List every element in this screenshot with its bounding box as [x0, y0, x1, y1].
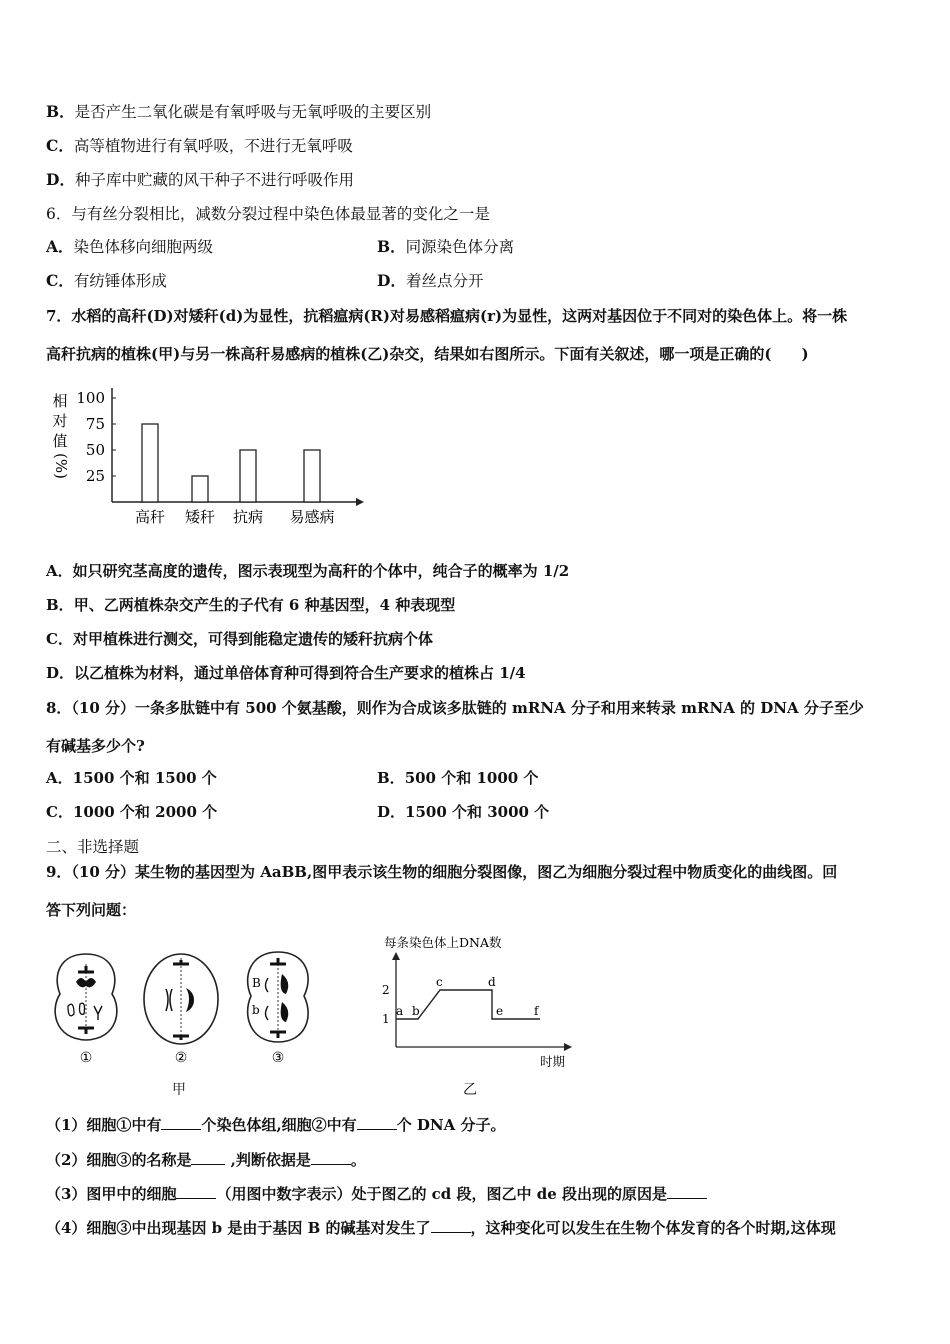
option-text: 1500 个和 1500 个: [72, 769, 217, 787]
y-tick-label: 100: [76, 389, 105, 407]
q7-option-a: [46, 561, 569, 581]
text: （4）细胞③中出现基因 b 是由于基因 B 的碱基对发生了: [46, 1219, 431, 1237]
q7-option-c: [46, 629, 433, 649]
section-heading: 二、非选择题: [46, 838, 140, 856]
ylabel-char: 相: [52, 392, 68, 410]
text: 个染色体组,细胞②中有: [201, 1116, 357, 1134]
x-tick-label: 易感病: [289, 508, 335, 526]
q6-option-b: [377, 237, 514, 257]
q9-stem-line1: 9．（10 分）某生物的基因型为 AaBB,图甲表示该生物的细胞分裂图像，图乙为细胞分裂过程中物质变化的曲线图。回: [46, 863, 838, 881]
option-letter: D．: [377, 271, 406, 290]
option-letter: A．: [46, 769, 73, 787]
bar-2: [240, 450, 256, 502]
ylabel-char: 对: [52, 412, 68, 430]
answer-blank[interactable]: [357, 1115, 397, 1130]
option-letter: C．: [46, 803, 73, 821]
x-axis-label: 时期: [540, 1054, 566, 1069]
option-letter: A．: [46, 237, 74, 256]
y-tick: 2: [382, 983, 390, 997]
option-text: 对甲植株进行测交，可得到能稳定遗传的矮秆抗病个体: [72, 630, 433, 648]
answer-blank[interactable]: [191, 1150, 225, 1165]
option-letter: B．: [377, 769, 405, 787]
option-text: 1000 个和 2000 个: [72, 803, 218, 821]
q7-stem-line2: 高秆抗病的植株(甲)与另一株高秆易感病的植株(乙)杂交，结果如右图所示。下面有关叙述，哪一项是正确的( ): [46, 345, 809, 363]
q9-sub-1: [46, 1115, 506, 1135]
option-text: 如只研究茎高度的遗传，图示表现型为高秆的个体中，纯合子的概率为 1/2: [72, 562, 570, 580]
cell-3: [248, 952, 308, 1042]
option-text: 1500 个和 3000 个: [405, 803, 550, 821]
text: （2）细胞③的名称是: [46, 1151, 192, 1169]
q5-option-d: [46, 170, 354, 190]
text: ，这种变化可以发生在生物个体发育的各个时期,这体现: [470, 1219, 836, 1237]
bar-1: [192, 476, 208, 502]
fig-yi-caption: 乙: [463, 1082, 477, 1098]
option-text: 着丝点分开: [405, 272, 484, 290]
option-text: 种子库中贮藏的风干种子不进行呼吸作用: [74, 171, 354, 189]
option-text: 同源染色体分离: [405, 238, 515, 256]
option-letter: D．: [46, 664, 75, 682]
option-letter: A．: [46, 562, 73, 580]
text: （1）细胞①中有: [46, 1116, 162, 1134]
cell-1: [55, 954, 117, 1040]
answer-blank[interactable]: [311, 1150, 351, 1165]
y-tick-label: 25: [85, 467, 105, 485]
q6-option-c: [46, 271, 167, 291]
gene-label: B: [252, 976, 261, 990]
bar-0: [142, 424, 158, 502]
y-tick-label: 50: [85, 441, 105, 459]
answer-blank[interactable]: [176, 1184, 216, 1199]
text: 。: [350, 1151, 366, 1169]
text: （用图中数字表示）处于图乙的 cd 段，图乙中 de 段出现的原因是: [216, 1185, 667, 1203]
q9-sub-4: [46, 1218, 836, 1238]
gene-label: b: [252, 1003, 260, 1017]
text: ,判断依据是: [225, 1151, 311, 1169]
y-tick-label: 75: [85, 415, 105, 433]
q5-option-b: [46, 102, 431, 122]
x-axis-arrow: [564, 1043, 572, 1051]
q7-bar-chart: [44, 384, 374, 534]
bar-3: [304, 450, 320, 502]
y-axis-arrow: [392, 952, 400, 960]
point-label: e: [496, 1004, 504, 1018]
option-letter: D．: [46, 170, 75, 189]
x-tick-label: 高秆: [134, 508, 166, 526]
q6-stem: 6．与有丝分裂相比，减数分裂过程中染色体最显著的变化之一是: [46, 205, 490, 223]
y-tick: 1: [382, 1012, 390, 1026]
q8-stem-line1: 8．（10 分）一条多肽链中有 500 个氨基酸，则作为合成该多肽链的 mRNA 分子和用来转录 mRNA 的 DNA 分子至少: [46, 699, 864, 717]
graph-title: 每条染色体上DNA数: [384, 935, 502, 950]
option-letter: C．: [46, 136, 74, 155]
option-letter: B．: [46, 596, 74, 614]
fig-jia-caption: 甲: [172, 1082, 186, 1098]
option-text: 高等植物进行有氧呼吸，不进行无氧呼吸: [73, 137, 353, 155]
q8-option-c: [46, 802, 217, 822]
q8-option-d: [377, 802, 549, 822]
point-label: f: [534, 1004, 539, 1018]
cell-2: [144, 954, 218, 1044]
q7-option-d: [46, 663, 526, 683]
point-label: b: [412, 1004, 420, 1018]
option-text: 是否产生二氧化碳是有氧呼吸与无氧呼吸的主要区别: [74, 103, 432, 121]
q6-option-d: [377, 271, 483, 291]
option-letter: C．: [46, 630, 73, 648]
cell-label: ②: [174, 1050, 188, 1066]
option-text: 甲、乙两植株杂交产生的子代有 6 种基因型，4 种表现型: [73, 596, 456, 614]
text: 个 DNA 分子。: [396, 1116, 506, 1134]
point-label: a: [396, 1004, 404, 1018]
answer-blank[interactable]: [161, 1115, 201, 1130]
ylabel-char: (%): [52, 453, 70, 479]
answer-blank[interactable]: [667, 1184, 707, 1199]
q9-sub-3: [46, 1184, 707, 1204]
option-text: 有纺锤体形成: [73, 272, 167, 290]
x-axis-arrow: [356, 498, 364, 506]
fig-jia-cells: [46, 944, 326, 1074]
x-tick-label: 矮秆: [184, 508, 216, 526]
option-letter: D．: [377, 803, 406, 821]
q8-option-b: [377, 768, 538, 788]
q8-stem-line2: 有碱基多少个?: [46, 737, 145, 755]
point-label: c: [436, 975, 443, 989]
q7-stem-line1: 7．水稻的高秆(D)对矮秆(d)为显性，抗稻瘟病(R)对易感稻瘟病(r)为显性，这两对基因位于不同对的染色体上。将一株: [46, 307, 848, 325]
x-tick-label: 抗病: [232, 508, 264, 526]
q9-stem-line2: 答下列问题：: [46, 901, 137, 919]
option-text: 染色体移向细胞两级: [73, 238, 214, 256]
q7-option-b: [46, 595, 455, 615]
option-letter: C．: [46, 271, 74, 290]
option-text: 500 个和 1000 个: [404, 769, 539, 787]
cell-label: ①: [79, 1050, 93, 1066]
option-text: 以乙植株为材料，通过单倍体育种可得到符合生产要求的植株占 1/4: [74, 664, 526, 682]
fig-yi-graph: [372, 930, 582, 1075]
text: （3）图甲中的细胞: [46, 1185, 177, 1203]
point-label: d: [488, 975, 496, 989]
q6-option-a: [46, 237, 213, 257]
option-letter: B．: [46, 102, 75, 121]
q9-sub-2: [46, 1150, 366, 1170]
cell-label: ③: [271, 1050, 285, 1066]
ylabel-char: 值: [52, 432, 68, 450]
q5-option-c: [46, 136, 353, 156]
answer-blank[interactable]: [431, 1218, 471, 1233]
q8-option-a: [46, 768, 217, 788]
option-letter: B．: [377, 237, 406, 256]
